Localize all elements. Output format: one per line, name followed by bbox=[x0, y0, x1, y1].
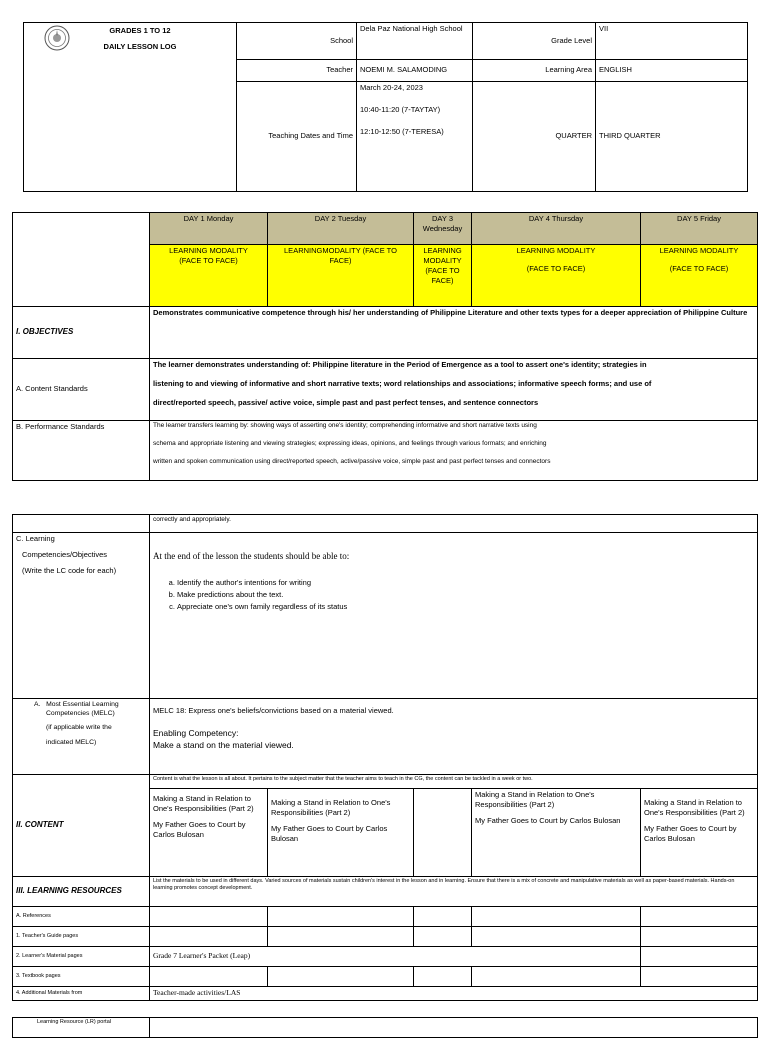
references-d3 bbox=[414, 907, 472, 927]
tb-d4 bbox=[472, 967, 641, 987]
references-d4 bbox=[472, 907, 641, 927]
lesson-title: Making a Stand in Relation to One's Responsibilities (Part 2) bbox=[153, 794, 254, 814]
dll-table-page1 bbox=[12, 212, 758, 481]
content-standards-text bbox=[150, 359, 758, 421]
grade-value: VII bbox=[596, 23, 748, 60]
day5-content bbox=[641, 789, 758, 877]
performance-standards-label: B. Performance Standards bbox=[13, 421, 150, 481]
area-label: Learning Area bbox=[473, 60, 596, 82]
references-label: A. References bbox=[13, 907, 150, 927]
competencies-label bbox=[13, 533, 150, 699]
objective-item: c. Appreciate one's own family regardless of its status bbox=[177, 602, 754, 612]
lr-portal-value bbox=[150, 1018, 758, 1038]
melc-text bbox=[150, 699, 758, 775]
competencies-label-hint: (Write the LC code for each) bbox=[22, 566, 117, 576]
day4-content bbox=[472, 789, 641, 877]
content-standards-line: direct/reported speech, passive/ active voice, simple past and past perfect tenses, and sentence connectors bbox=[153, 398, 539, 408]
corner-cell bbox=[13, 213, 150, 307]
day3-header bbox=[414, 213, 472, 245]
area-value: ENGLISH bbox=[596, 60, 748, 82]
references-d2 bbox=[268, 907, 414, 927]
content-note: Content is what the lesson is all about. It pertains to the subject matter that the teacher aims to teach in the CG, the content can be tackled in a week or two. bbox=[150, 775, 758, 789]
modality-label: LEARNING MODALITY bbox=[659, 246, 739, 255]
header-table bbox=[23, 22, 748, 192]
references-d5 bbox=[641, 907, 758, 927]
objectives-list bbox=[153, 578, 754, 612]
competencies-label-line: C. Learning bbox=[16, 534, 55, 543]
tg-d3 bbox=[414, 927, 472, 947]
resources-note: List the materials to be used in different days. Varied sources of materials sustain children's interest in the lesson and in learning. Ensure that there is a mix of concrete and manipulative materials as well as paper-based materials. Hands-on learning promotes concept development. bbox=[150, 877, 758, 907]
content-standards-label: A. Content Standards bbox=[13, 359, 150, 421]
day3-content bbox=[414, 789, 472, 877]
tg-d2 bbox=[268, 927, 414, 947]
modality-label: LEARNING bbox=[423, 246, 462, 255]
modality-label: LEARNING MODALITY bbox=[169, 246, 248, 255]
day3-weekday: Wednesday bbox=[422, 224, 463, 234]
modality-label: LEARNING MODALITY bbox=[516, 246, 596, 255]
performance-standards-text bbox=[150, 421, 758, 481]
melc-label-hint: indicated MELC) bbox=[46, 738, 97, 746]
deped-seal-logo bbox=[44, 25, 70, 51]
day3-label: DAY 3 bbox=[432, 214, 453, 223]
dll-table-page2 bbox=[12, 514, 758, 1001]
melc-marker: A. bbox=[34, 701, 41, 708]
time-line-teresa: 12:10-12:50 (7-TERESA) bbox=[360, 127, 444, 137]
dll-table-page3 bbox=[12, 1017, 758, 1038]
melc-label-line: Competencies (MELC) bbox=[46, 710, 115, 718]
melc-statement: MELC 18: Express one's beliefs/convictions based on a material viewed. bbox=[153, 706, 394, 715]
dates-line: March 20-24, 2023 bbox=[360, 83, 423, 92]
tg-d5 bbox=[641, 927, 758, 947]
day4-header: DAY 4 Thursday bbox=[472, 213, 641, 245]
performance-standards-line: schema and appropriate listening and viewing strategies; expressing ideas, opinions, and feelings through various formats; and enriching bbox=[153, 439, 547, 447]
tg-d1 bbox=[150, 927, 268, 947]
day2-header: DAY 2 Tuesday bbox=[268, 213, 414, 245]
melc-label-line: Most Essential Learning bbox=[46, 701, 119, 708]
performance-standards-line: The learner transfers learning by: showing ways of asserting one's identity; comprehending informative and short narrative texts using bbox=[153, 422, 537, 429]
performance-standards-line: written and spoken communication using direct/reported speech, active/passive voice, simple past and past perfect tenses and connectors bbox=[153, 457, 551, 465]
modality-mode: (FACE TO FACE) bbox=[669, 264, 729, 274]
day5-header: DAY 5 Friday bbox=[641, 213, 758, 245]
resources-label: III. LEARNING RESOURCES bbox=[13, 877, 150, 907]
title-dll: DAILY LESSON LOG bbox=[103, 42, 177, 52]
lesson-story: My Father Goes to Court by Carlos Bulosan bbox=[153, 820, 246, 840]
tb-d1 bbox=[150, 967, 268, 987]
time-line-taytay: 10:40-11:20 (7-TAYTAY) bbox=[360, 105, 441, 115]
grade-label: Grade Level bbox=[473, 23, 596, 60]
lesson-title: Making a Stand in Relation to One's Responsibilities (Part 2) bbox=[271, 798, 391, 818]
tg-d4 bbox=[472, 927, 641, 947]
modality-mode: (FACE TO bbox=[425, 266, 460, 276]
lm-pages-value: Grade 7 Learner's Packet (Leap) bbox=[150, 947, 641, 967]
enabling-competency-label: Enabling Competency: bbox=[153, 728, 239, 739]
enabling-competency-text: Make a stand on the material viewed. bbox=[153, 739, 294, 750]
melc-label bbox=[13, 699, 150, 775]
lesson-title: Making a Stand in Relation to One's Responsibilities (Part 2) bbox=[475, 790, 595, 810]
day4-modality bbox=[472, 245, 641, 307]
objectives-label: I. OBJECTIVES bbox=[13, 307, 150, 359]
school-value: Dela Paz National High School bbox=[357, 23, 473, 60]
lesson-story: My Father Goes to Court by Carlos Bulosan bbox=[271, 824, 388, 844]
content-standards-line: The learner demonstrates understanding of: Philippine literature in the Period of Emergence as a tool to assert one's identity; strategies in bbox=[153, 360, 647, 369]
day5-modality bbox=[641, 245, 758, 307]
lesson-story: My Father Goes to Court by Carlos Bulosan bbox=[475, 816, 621, 826]
objective-item: a. Identify the author's intentions for writing bbox=[177, 578, 754, 588]
teacher-label: Teacher bbox=[237, 60, 357, 82]
content-standards-line: listening to and viewing of informative and short narrative texts; word relationships and associations; informative speech forms; and use of bbox=[153, 379, 652, 389]
competencies-intro: At the end of the lesson the students should be able to: bbox=[153, 551, 350, 561]
day1-modality bbox=[150, 245, 268, 307]
lm-pages-label: 2. Learner's Material pages bbox=[13, 947, 150, 967]
title-grades: GRADES 1 TO 12 bbox=[109, 26, 171, 35]
tb-d3 bbox=[414, 967, 472, 987]
melc-label-hint: (if applicable write the bbox=[46, 724, 112, 732]
modality-mode: (FACE TO FACE) bbox=[526, 264, 586, 274]
tg-pages-label: 1. Teacher's Guide pages bbox=[13, 927, 150, 947]
school-label: School bbox=[237, 23, 357, 60]
modality-mode: FACE) bbox=[431, 276, 454, 286]
modality-label: LEARNINGMODALITY (FACE TO bbox=[284, 246, 397, 255]
dates-value bbox=[357, 82, 473, 192]
dates-label: Teaching Dates and Time bbox=[237, 82, 357, 192]
modality-mode: FACE) bbox=[329, 256, 352, 266]
day3-modality bbox=[414, 245, 472, 307]
competencies-label-line: Competencies/Objectives bbox=[22, 550, 108, 560]
content-label: II. CONTENT bbox=[13, 775, 150, 877]
continued-label-cell bbox=[13, 515, 150, 533]
performance-standards-continued: correctly and appropriately. bbox=[150, 515, 758, 533]
objective-item: b. Make predictions about the text. bbox=[177, 590, 754, 600]
day2-modality bbox=[268, 245, 414, 307]
day1-header: DAY 1 Monday bbox=[150, 213, 268, 245]
day1-content bbox=[150, 789, 268, 877]
modality-label: MODALITY bbox=[423, 256, 462, 266]
additional-materials-label: 4. Additional Materials from bbox=[13, 987, 150, 1001]
tb-d2 bbox=[268, 967, 414, 987]
teacher-value: NOEMI M. SALAMODING bbox=[357, 60, 473, 82]
additional-materials-value: Teacher-made activities/LAS bbox=[150, 987, 758, 1001]
competencies-text bbox=[150, 533, 758, 699]
day2-content bbox=[268, 789, 414, 877]
modality-mode: (FACE TO FACE) bbox=[179, 256, 238, 266]
quarter-value: THIRD QUARTER bbox=[596, 82, 748, 192]
lm-d5 bbox=[641, 947, 758, 967]
lesson-story: My Father Goes to Court by Carlos Bulosan bbox=[644, 824, 737, 844]
lesson-title: Making a Stand in Relation to One's Responsibilities (Part 2) bbox=[644, 798, 745, 818]
tb-d5 bbox=[641, 967, 758, 987]
references-d1 bbox=[150, 907, 268, 927]
quarter-label: QUARTER bbox=[473, 82, 596, 192]
lr-portal-label: Learning Resource (LR) portal bbox=[13, 1018, 150, 1038]
objectives-text: Demonstrates communicative competence through his/ her understanding of Philippine Literature and other texts types for a deeper appreciation of Philippine Culture bbox=[150, 307, 758, 359]
textbook-pages-label: 3. Textbook pages bbox=[13, 967, 150, 987]
